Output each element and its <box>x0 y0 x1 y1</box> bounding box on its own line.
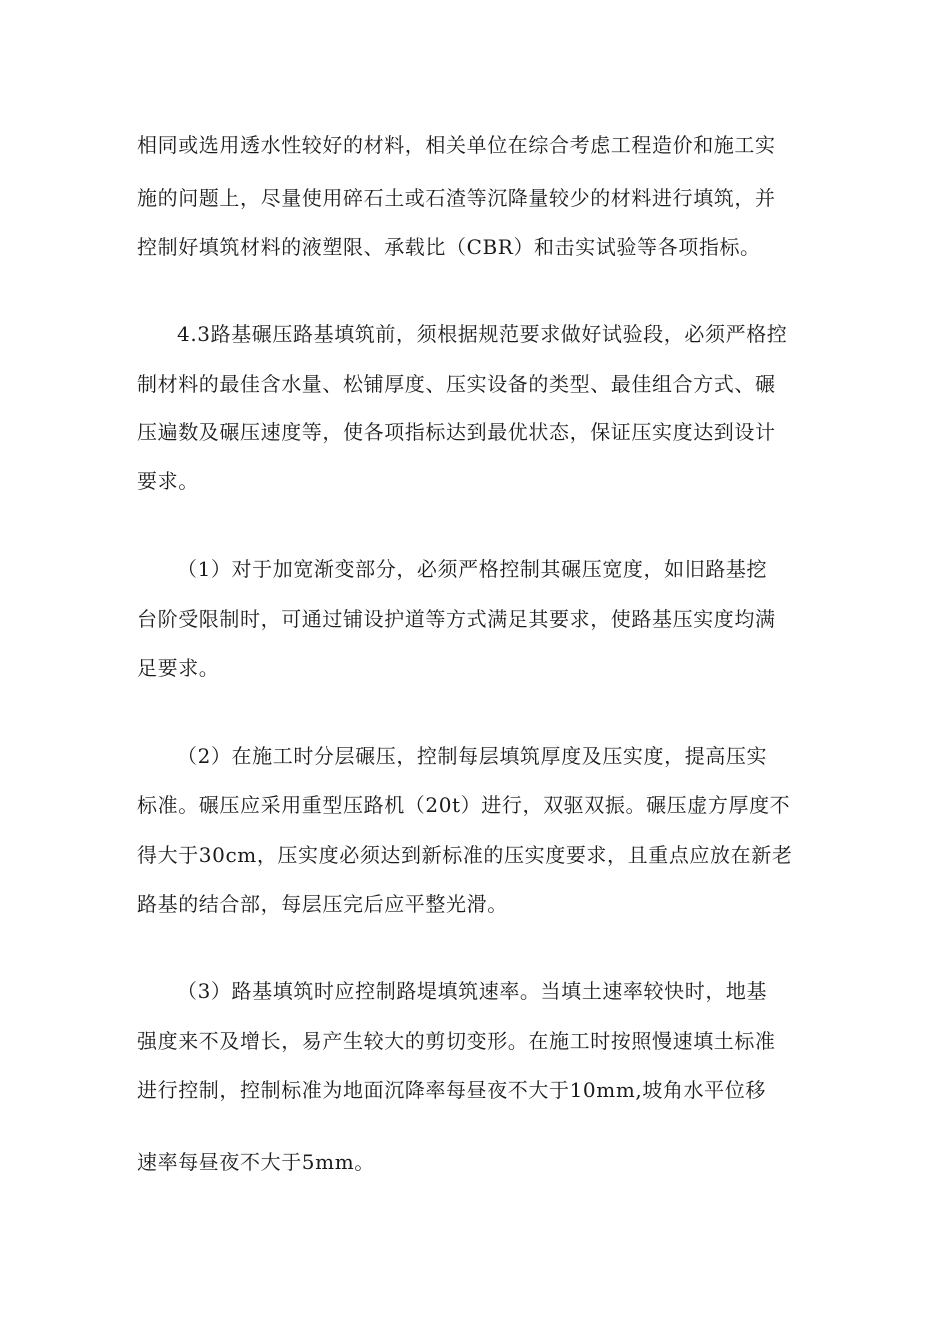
paragraph-2-line-2: 制材料的最佳含水量、松铺厚度、压实设备的类型、最佳组合方式、碾 <box>137 372 776 396</box>
paragraph-2-line-4: 要求。 <box>137 469 199 493</box>
paragraph-1-line-1: 相同或选用透水性较好的材料，相关单位在综合考虑工程造价和施工实 <box>137 133 776 157</box>
paragraph-5-line-4: 速率每昼夜不大于5mm。 <box>137 1150 375 1174</box>
paragraph-1-line-2: 施的问题上，尽量使用碎石土或石渣等沉降量较少的材料进行填筑，并 <box>137 186 776 210</box>
paragraph-3-line-2: 台阶受限制时，可通过铺设护道等方式满足其要求，使路基压实度均满 <box>137 607 776 631</box>
paragraph-5-line-2: 强度来不及增长，易产生较大的剪切变形。在施工时按照慢速填土标准 <box>137 1029 776 1053</box>
paragraph-3-line-1: （1）对于加宽渐变部分，必须严格控制其碾压宽度，如旧路基挖 <box>177 557 768 581</box>
paragraph-5-line-1: （3）路基填筑时应控制路堤填筑速率。当填土速率较快时，地基 <box>177 979 768 1003</box>
paragraph-2-line-3: 压遍数及碾压速度等，使各项指标达到最优状态，保证压实度达到设计 <box>137 420 776 444</box>
paragraph-5-line-3: 进行控制，控制标准为地面沉降率每昼夜不大于10mm,坡角水平位移 <box>137 1078 766 1102</box>
paragraph-4-line-1: （2）在施工时分层碾压，控制每层填筑厚度及压实度，提高压实 <box>177 744 768 768</box>
paragraph-4-line-2: 标准。碾压应采用重型压路机（20t）进行，双驱双振。碾压虚方厚度不 <box>137 793 791 817</box>
paragraph-3-line-3: 足要求。 <box>137 656 220 680</box>
paragraph-1-line-3: 控制好填筑材料的液塑限、承载比（CBR）和击实试验等各项指标。 <box>137 235 761 259</box>
paragraph-2-line-1: 4.3路基碾压路基填筑前，须根据规范要求做好试验段，必须严格控 <box>177 322 788 346</box>
paragraph-4-line-4: 路基的结合部，每层压完后应平整光滑。 <box>137 892 508 916</box>
paragraph-4-line-3: 得大于30cm，压实度必须达到新标准的压实度要求，且重点应放在新老 <box>137 843 793 867</box>
